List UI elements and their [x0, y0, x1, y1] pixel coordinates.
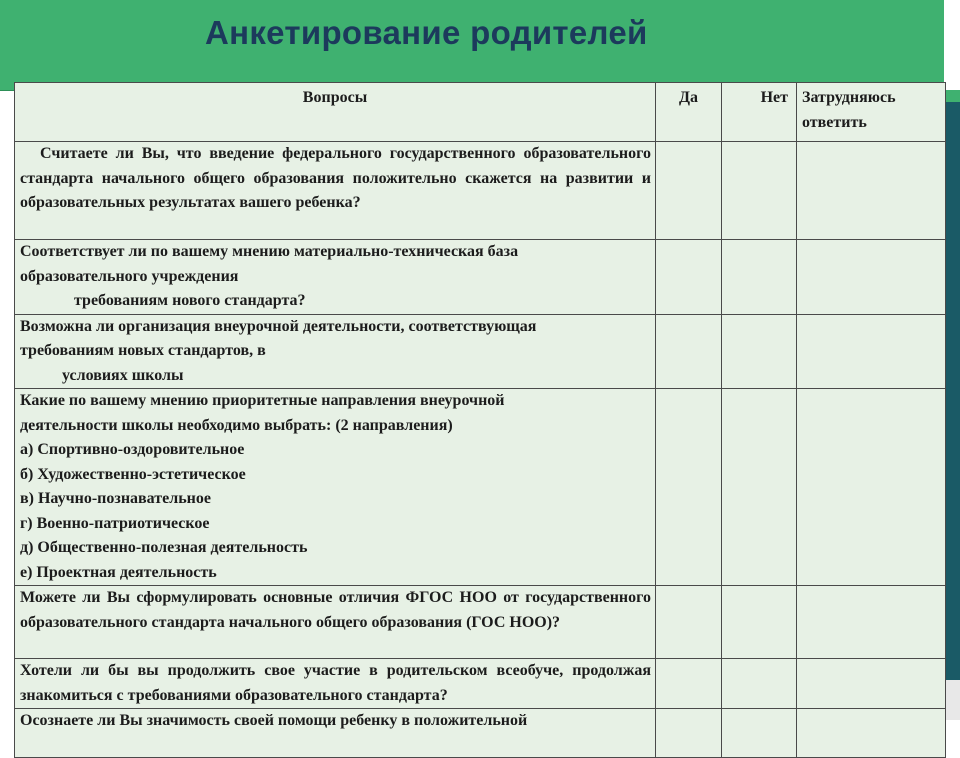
table-row [15, 709, 946, 758]
option-item: е) Проектная деятельность [20, 563, 217, 581]
answer-no-cell[interactable] [722, 659, 797, 709]
table-row [15, 314, 946, 389]
header-band [0, 0, 944, 91]
column-header-yes: Да [656, 83, 722, 142]
question-cell [15, 240, 656, 315]
question-text: Считаете ли Вы, что введение федерального государственного образовательного стандарта начального общего образования положительно скажется на развитии и образовательных результатах вашего ребенка? [20, 145, 651, 211]
table-row [15, 586, 946, 659]
column-header-questions: Вопросы [15, 83, 656, 142]
column-header-hard-to-answer: Затрудняюсь ответить [797, 83, 946, 142]
survey-table [14, 82, 946, 758]
question-line: Соответствует ли по вашему мнению материально-техническая база [20, 243, 519, 260]
answer-yes-cell[interactable] [656, 314, 722, 389]
right-edge-footer [944, 680, 960, 720]
option-item: г) Военно-патриотическое [20, 514, 210, 532]
question-text: Можете ли Вы сформулировать основные отличия ФГОС НОО от государственного образовательного стандарта начального общего образования (ГОС НОО)? [20, 589, 651, 631]
question-cell [15, 586, 656, 659]
option-item: а) Спортивно-оздоровительное [20, 441, 245, 458]
table-row [15, 389, 946, 586]
right-edge-accent [944, 90, 960, 102]
question-text: Хотели ли бы вы продолжить свое участие в родительском всеобуче, продолжая знакомиться с требованиями образовательного стандарта? [20, 662, 651, 704]
answer-yes-cell[interactable] [656, 389, 722, 586]
answer-no-cell[interactable] [722, 709, 797, 758]
answer-no-cell[interactable] [722, 240, 797, 315]
question-line: условиях школы [62, 366, 184, 384]
page-title: Анкетирование родителей [205, 14, 648, 51]
answer-hard-cell[interactable] [797, 314, 946, 389]
answer-no-cell[interactable] [722, 586, 797, 659]
answer-yes-cell[interactable] [656, 142, 722, 240]
column-header-no: Нет [722, 83, 797, 142]
table-row [15, 659, 946, 709]
answer-hard-cell[interactable] [797, 389, 946, 586]
question-line: Какие по вашему мнению приоритетные направления внеурочной [20, 392, 505, 409]
question-line: деятельности школы необходимо выбрать: (2 направления) [20, 416, 453, 434]
answer-yes-cell[interactable] [656, 709, 722, 758]
answer-hard-cell[interactable] [797, 659, 946, 709]
answer-yes-cell[interactable] [656, 659, 722, 709]
question-line: Возможна ли организация внеурочной деятельности, соответствующая [20, 317, 537, 335]
question-cell [15, 142, 656, 240]
answer-yes-cell[interactable] [656, 240, 722, 315]
answer-hard-cell[interactable] [797, 709, 946, 758]
answer-no-cell[interactable] [722, 389, 797, 586]
answer-hard-cell[interactable] [797, 240, 946, 315]
answer-no-cell[interactable] [722, 142, 797, 240]
table-row [15, 240, 946, 315]
question-line: образовательного учреждения [20, 267, 239, 285]
question-line: требованиям нового стандарта? [74, 292, 306, 309]
answer-hard-cell[interactable] [797, 142, 946, 240]
question-text: Осознаете ли Вы значимость своей помощи ребенку в положительной [20, 712, 528, 729]
right-edge-decoration [944, 90, 960, 680]
question-cell [15, 709, 656, 758]
answer-no-cell[interactable] [722, 314, 797, 389]
question-cell [15, 389, 656, 586]
answer-hard-cell[interactable] [797, 586, 946, 659]
answer-yes-cell[interactable] [656, 586, 722, 659]
option-item: в) Научно-познавательное [20, 490, 211, 507]
option-item: д) Общественно-полезная деятельность [20, 539, 308, 556]
question-line: требованиям новых стандартов, в [20, 342, 266, 359]
table-header-row [15, 83, 946, 142]
question-cell [15, 659, 656, 709]
option-item: б) Художественно-эстетическое [20, 465, 246, 483]
question-cell [15, 314, 656, 389]
table-row [15, 142, 946, 240]
